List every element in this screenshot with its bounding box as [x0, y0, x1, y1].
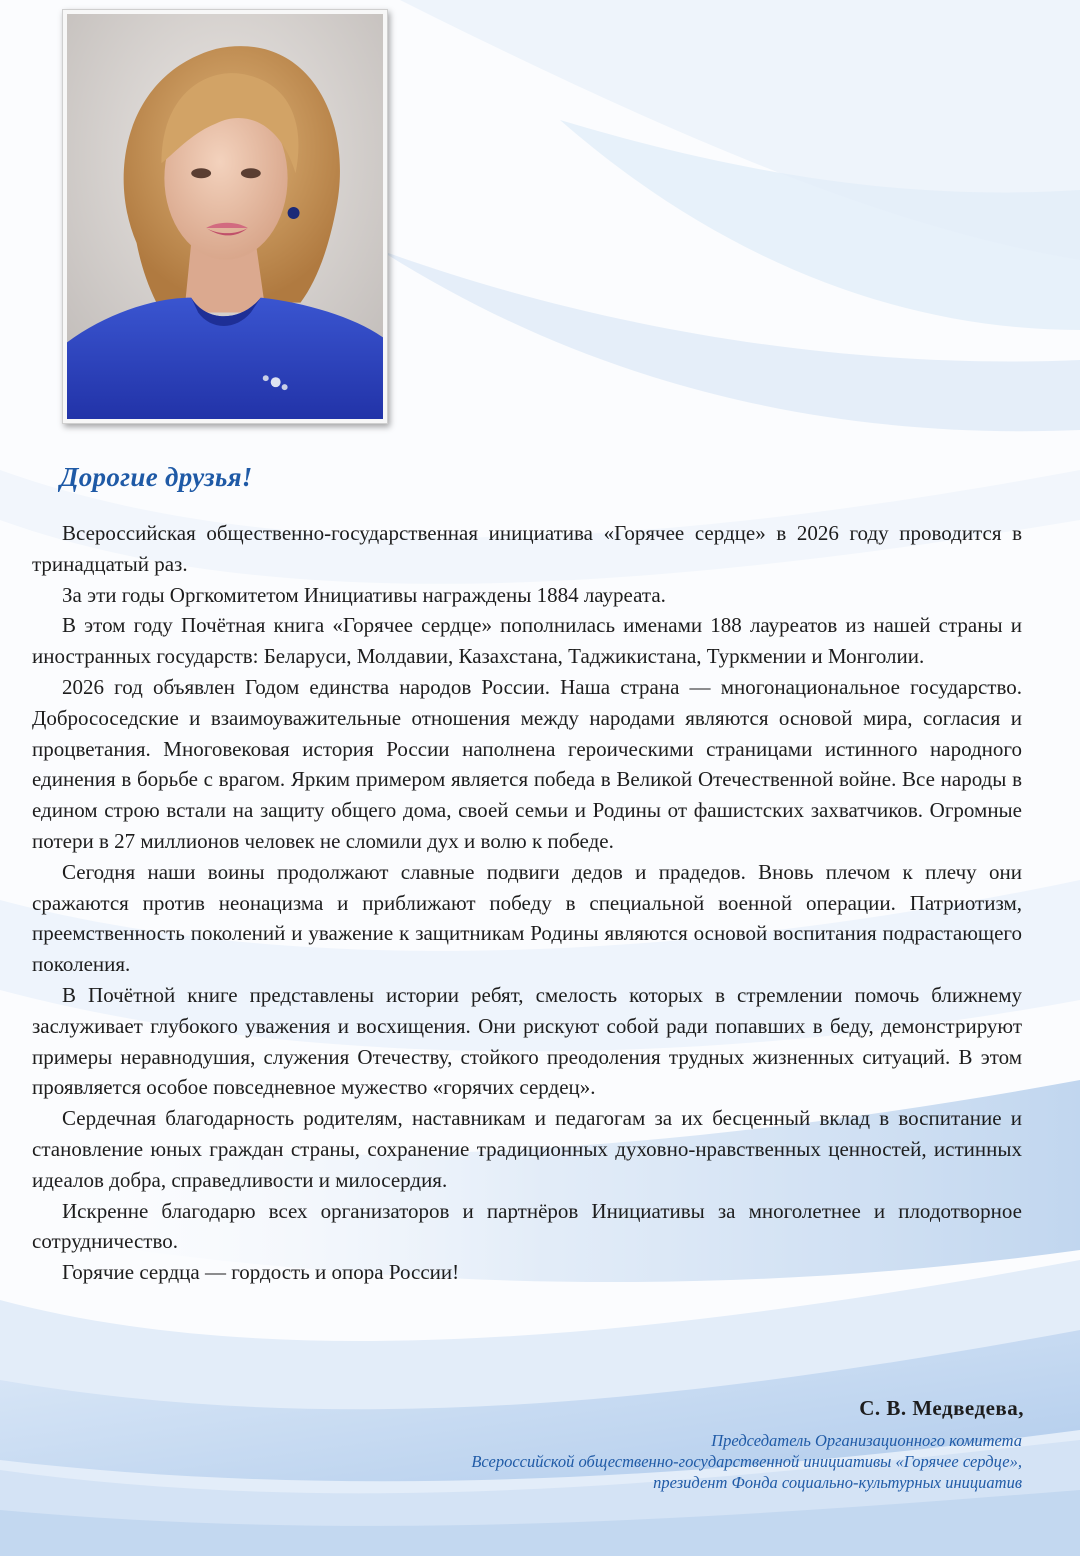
letter-paragraph: Горячие сердца — гордость и опора России! [62, 1260, 460, 1285]
letter-paragraph: Сердечная благодарность родителям, наставникам и педагогам за их бесценный вклад в воспитание и становление юных граждан страны, сохранение традиционных духовно-нравственных ценностей, истинных идеалов добра, справедливости и милосердия. [32, 1106, 1022, 1192]
letter-paragraph: Всероссийская общественно-государственная инициатива «Горячее сердце» в 2026 году проводится в тринадцатый раз. [32, 521, 1022, 576]
letter-paragraph: За эти годы Оргкомитетом Инициативы награждены 1884 лауреата. [62, 582, 666, 607]
greeting-heading: Дорогие друзья! [60, 462, 253, 492]
letter-body [32, 518, 1022, 1288]
signature-title-line: Председатель Организационного комитета [711, 1431, 1022, 1450]
portrait-image [67, 14, 383, 419]
letter-paragraph: В Почётной книге представлены истории ребят, смелость которых в стремлении помочь ближнему заслуживает глубокого уважения и восхищения. Они рискуют собой ради попавших в беду, демонстрируют примеры неравнодушия, служения Отечеству, стойкого преодоления трудных жизненных ситуаций. В этом проявляется особое повседневное мужество «горячих сердец». [32, 982, 1022, 1100]
letter-paragraph: Искренне благодарю всех организаторов и партнёров Инициативы за многолетнее и плодотворное сотрудничество. [32, 1198, 1022, 1254]
letter-paragraph: В этом году Почётная книга «Горячее сердце» пополнилась именами 188 лауреатов из нашей страны и иностранных государств: Беларуси, Молдавии, Казахстана, Таджикистана, Туркмении и Монголии. [32, 613, 1022, 669]
signature-title-line: президент Фонда социально-культурных инициатив [653, 1473, 1022, 1492]
letter-paragraph: Сегодня наши воины продолжают славные подвиги дедов и прадедов. Вновь плечом к плечу они сражаются против неонацизма и приближают победу в специальной военной операции. Патриотизм, преемственность поколений и уважение к защитникам Родины являются основой воспитания подрастающего поколения. [32, 859, 1022, 977]
signature-name: С. В. Медведева, [859, 1396, 1024, 1420]
letter-paragraph: 2026 год объявлен Годом единства народов России. Наша страна — многонациональное государство. Добрососедские и взаимоуважительные отношения между народами являются основой мира, согласия и процветания. Многовековая история России наполнена героическими страницами истинного народного единения в борьбе с врагом. Ярким примером является победа в Великой Отечественной войне. Все народы в едином строю встали на защиту общего дома, своей семьи и Родины от фашистских захватчиков. Огромные потери в 27 миллионов человек не сломили дух и волю к победе. [32, 674, 1022, 853]
signature-title [222, 1430, 1022, 1493]
portrait-photo [62, 9, 388, 424]
signature-title-line: Всероссийской общественно-государственной инициативы «Горячее сердце», [471, 1452, 1022, 1471]
